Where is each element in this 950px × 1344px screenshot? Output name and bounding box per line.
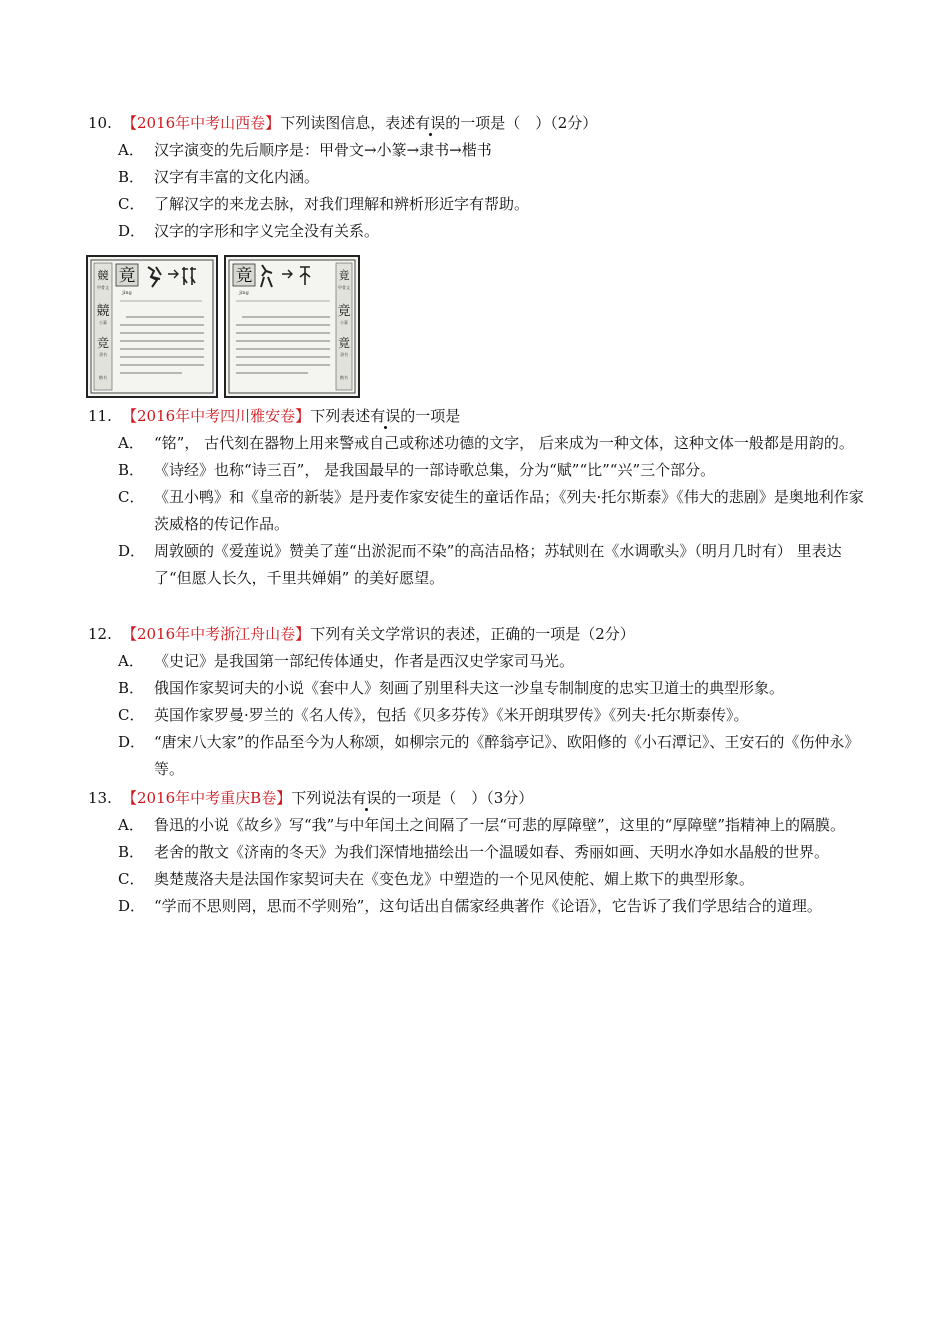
exam-source: 【2016年中考浙江舟山卷】 [122,625,311,643]
pinyin: jìng [122,290,132,296]
question-number: 11. [88,407,112,425]
option-c: C． 《丑小鸭》和《皇帝的新装》是丹麦作家安徒生的童话作品；《列夫·托尔斯泰》《伟大的悲剧》是奥地利作家茨威格的传记作品。 [118,488,864,533]
option-d: D． 汉字的字形和字义完全没有关系。 [118,222,380,240]
svg-text:甲骨文: 甲骨文 [97,285,109,290]
option-a: A． 汉字演变的先后顺序是：甲骨文→小篆→隶书→楷书 [118,141,492,159]
question-12 [88,621,878,783]
option-b: B． 老舍的散文《济南的冬天》为我们深情地描绘出一个温暖如春、秀丽如画、天明水净如水晶般的世界。 [118,843,830,861]
option-b: B． 《诗经》也称“诗三百”， 是我国最早的一部诗歌总集，分为“赋”“比”“兴”三个部分。 [118,461,716,479]
question-10 [88,110,878,245]
exam-source: 【2016年中考重庆B卷】 [122,789,292,807]
side-form-1: 竟 [338,269,350,282]
options-list [118,430,878,592]
main-char: 竟 [235,266,253,286]
left-panel [87,256,217,397]
option-a: A． 鲁迅的小说《故乡》写“我”与中年闰土之间隔了一层“可悲的厚障壁”，这里的“厚障壁”指精神上的隔膜。 [118,816,846,834]
option-d: D． “学而不思则罔，思而不学则殆”，这句话出自儒家经典著作《论语》，它告诉了我们学思结合的道理。 [118,897,822,915]
main-char: 竟 [118,266,136,286]
exam-source: 【2016年中考四川雅安卷】 [122,407,311,425]
emphasis-dots: 有误 [351,789,382,807]
side-form-3: 竞 [96,336,110,350]
option-b: B． 汉字有丰富的文化内涵。 [118,168,320,186]
figure-drawing [86,255,360,398]
question-number: 10. [88,114,112,132]
options-list [118,648,878,783]
options-list [118,812,878,920]
question-13 [88,785,878,920]
question-stem: 13. 【2016年中考重庆B卷】下列说法有误的一项是（ ）（3分） [88,785,878,812]
svg-text:小篆: 小篆 [99,320,107,325]
pinyin: jìng [239,290,249,296]
options-list [118,137,878,245]
emphasis-dots: 有误 [415,114,446,132]
option-b: B． 俄国作家契诃夫的小说《套中人》刻画了别里科夫这一沙皇专制制度的忠实卫道士的典型形象。 [118,679,785,697]
question-stem: 10. 【2016年中考山西卷】下列读图信息，表述有误的一项是（ ）（2分） [88,110,878,137]
option-c: C． 奥楚蔑洛夫是法国作家契诃夫在《变色龙》中塑造的一个见风使舵、媚上欺下的典型形象。 [118,870,755,888]
option-d: D． “唐宋八大家”的作品至今为人称颂，如柳宗元的《醉翁亭记》、欧阳修的《小石潭记》、王安石的《伤仲永》等。 [118,733,860,778]
question-number: 12. [88,625,112,643]
exam-source: 【2016年中考山西卷】 [122,114,281,132]
right-panel [225,256,359,397]
svg-text:楷书: 楷书 [99,375,107,380]
option-c: C． 了解汉字的来龙去脉，对我们理解和辨析形近字有帮助。 [118,195,530,213]
svg-text:小篆: 小篆 [340,320,348,325]
question-11 [88,403,878,592]
side-form-1: 競 [97,269,109,282]
side-form-2: 競 [96,304,110,319]
side-form-2: 竟 [337,304,351,319]
svg-text:甲骨文: 甲骨文 [338,285,350,290]
svg-text:隶书: 隶书 [340,352,348,357]
question-stem: 12. 【2016年中考浙江舟山卷】下列有关文学常识的表述，正确的一项是（2分） [88,621,878,648]
svg-text:隶书: 隶书 [99,352,107,357]
option-c: C． 英国作家罗曼·罗兰的《名人传》，包括《贝多芬传》《米开朗琪罗传》《列夫·托尔斯泰传》。 [118,706,749,724]
option-a: A． 《史记》是我国第一部纪传体通史，作者是西汉史学家司马光。 [118,652,575,670]
svg-text:楷书: 楷书 [340,375,348,380]
option-d: D． 周敦颐的《爱莲说》赞美了莲“出淤泥而不染”的高洁品格；苏轼则在《水调歌头》（明月几时有） 里表达了“但愿人长久，千里共婵娟” 的美好愿望。 [118,542,842,587]
option-a: A． “铭”， 古代刻在器物上用来警戒自己或称述功德的文字， 后来成为一种文体，这种文体一般都是用韵的。 [118,434,854,452]
emphasis-dots: 有误 [370,407,401,425]
side-form-3: 竟 [337,336,351,350]
character-evolution-figure [86,255,360,398]
question-number: 13. [88,789,112,807]
question-stem: 11. 【2016年中考四川雅安卷】下列表述有误的一项是 [88,403,878,430]
